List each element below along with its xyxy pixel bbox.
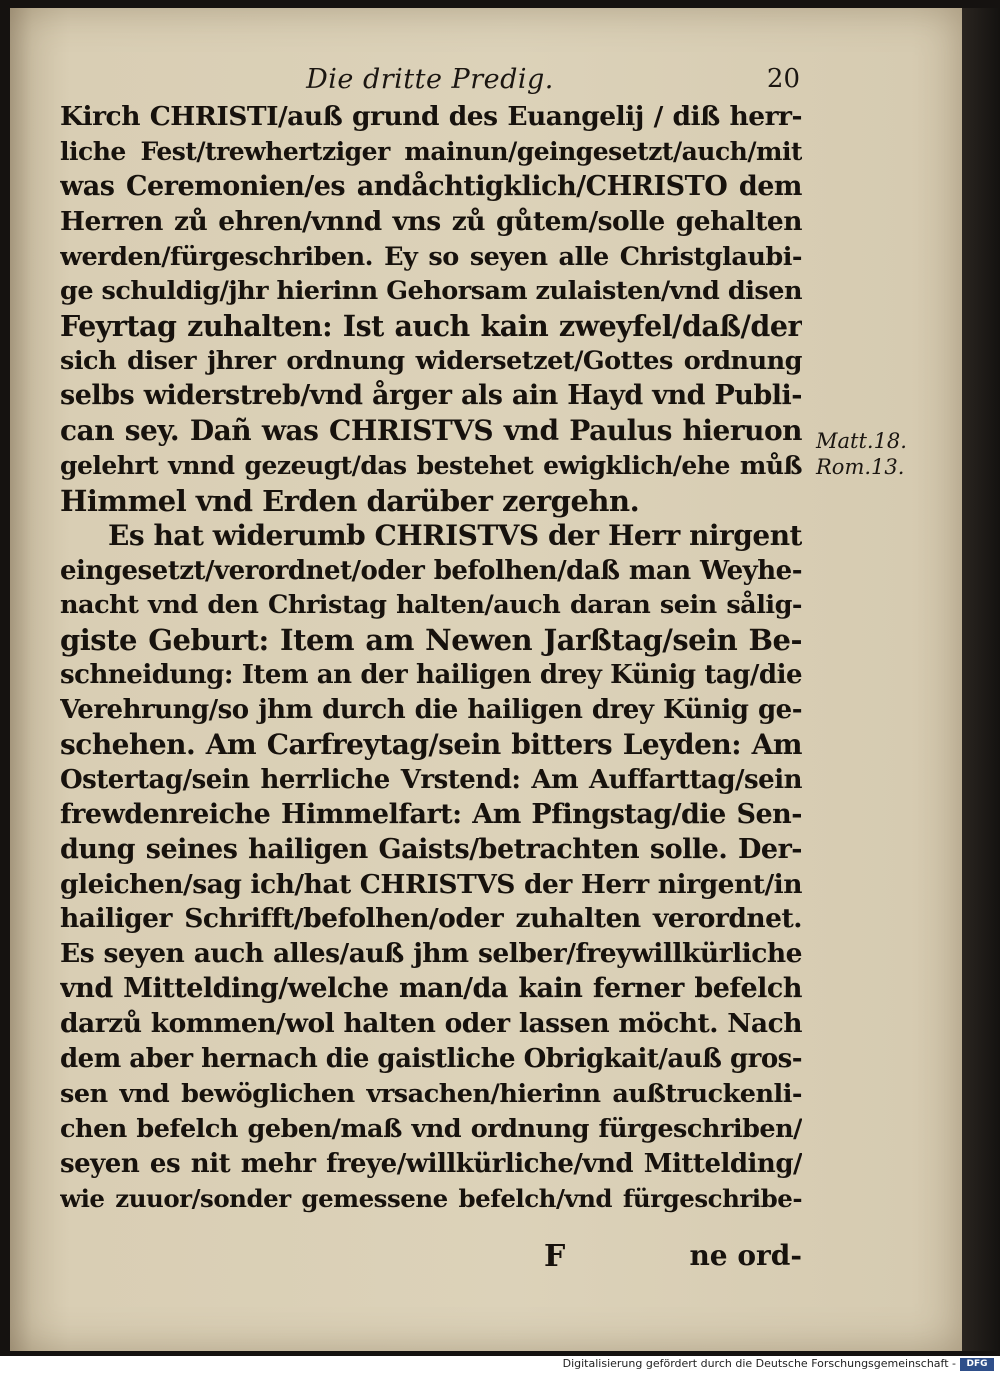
- text-line: dem aber hernach die gaistliche Obrigkait/auß gros-: [60, 1044, 802, 1075]
- text-line: Ostertag/sein herrliche Vrstend: Am Auffarttag/sein: [60, 764, 802, 795]
- margin-note: [816, 428, 936, 480]
- page-edge: [962, 8, 1000, 1351]
- text-line: nacht vnd den Christag halten/auch daran sein sålig-: [60, 590, 802, 621]
- text-line: sich diser jhrer ordnung widersetzet/Gottes ordnung: [60, 346, 802, 377]
- dfg-logo: DFG: [960, 1358, 994, 1371]
- text-line: frewdenreiche Himmelfart: Am Pfingstag/die Sen-: [60, 798, 802, 830]
- text-line: selbs widerstreb/vnd årger als ain Hayd vnd Publi-: [60, 380, 802, 412]
- text-line: giste Geburt: Item am Newen Jarßtag/sein Be-: [60, 623, 802, 658]
- credit-text: Digitalisierung gefördert durch die Deutsche Forschungsgemeinschaft -: [562, 1357, 956, 1370]
- text-line: Feyrtag zuhalten: Ist auch kain zweyfel/daß/der: [60, 309, 802, 344]
- body-text: [60, 100, 802, 1217]
- text-line: hailiger Schrifft/befolhen/oder zuhalten verordnet.: [60, 903, 802, 935]
- text-line: werden/fürgeschriben. Ey so seyen alle Christglaubi-: [60, 241, 802, 272]
- text-line: Herren zů ehren/vnnd vns zů gůtem/solle gehalten: [60, 205, 802, 237]
- page-header: [60, 64, 800, 104]
- text-line: eingesetzt/verordnet/oder befolhen/daß man Weyhe-: [60, 555, 802, 586]
- text-line: liche Fest/trewhertziger mainun/geingesetzt/auch/mit: [60, 136, 802, 166]
- text-line: chen befelch geben/maß vnd ordnung fürgeschriben/: [60, 1113, 802, 1144]
- text-line: wie zuuor/sonder gemessene befelch/vnd fürgeschribe-: [60, 1183, 802, 1213]
- credit-bar: [0, 1356, 1000, 1374]
- text-line: darzů kommen/wol halten oder lassen möcht. Nach: [60, 1008, 802, 1040]
- text-line: sen vnd bewöglichen vrsachen/hierinn außtruckenli-: [60, 1078, 802, 1109]
- text-line: dung seines hailigen Gaists/betrachten solle. Der-: [60, 833, 802, 865]
- text-line: vnd Mittelding/welche man/da kain ferner befelch: [60, 973, 802, 1005]
- catchword: ne ord-: [689, 1239, 802, 1272]
- folio-number: 20: [766, 64, 800, 94]
- text-line: Kirch CHRISTI/auß grund des Euangelij / diß herr-: [60, 101, 802, 132]
- text-line: schehen. Am Carfreytag/sein bitters Leyden: Am: [60, 728, 802, 762]
- text-line: Verehrung/so jhm durch die hailigen drey Künig ge-: [60, 695, 802, 726]
- text-line: can sey. Dañ was CHRISTVS vnd Paulus hieruon: [60, 414, 802, 448]
- margin-reference: Rom.13.: [816, 455, 905, 479]
- text-line: schneidung: Item an der hailigen drey Künig tag/die: [60, 660, 802, 691]
- text-line: seyen es nit mehr freye/willkürliche/vnd Mittelding/: [60, 1148, 802, 1179]
- book-page: [10, 8, 962, 1351]
- page-footer: [60, 1239, 802, 1279]
- margin-reference: Matt.18.: [816, 429, 907, 453]
- text-line: Es hat widerumb CHRISTVS der Herr nirgent: [108, 518, 802, 552]
- text-line: Es seyen auch alles/auß jhm selber/freywillkürliche: [60, 938, 802, 970]
- text-line: ge schuldig/jhr hierinn Gehorsam zulaisten/vnd disen: [60, 276, 802, 307]
- signature-mark: F: [544, 1239, 566, 1274]
- text-line: gelehrt vnnd gezeugt/das bestehet ewigklich/ehe můß: [60, 450, 802, 480]
- text-line: gleichen/sag ich/hat CHRISTVS der Herr nirgent/in: [60, 868, 802, 900]
- text-line: Himmel vnd Erden darüber zergehn.: [60, 483, 640, 518]
- running-title: Die dritte Predig.: [306, 64, 554, 95]
- text-line: was Ceremonien/es andåchtigklich/CHRISTO dem: [60, 170, 802, 202]
